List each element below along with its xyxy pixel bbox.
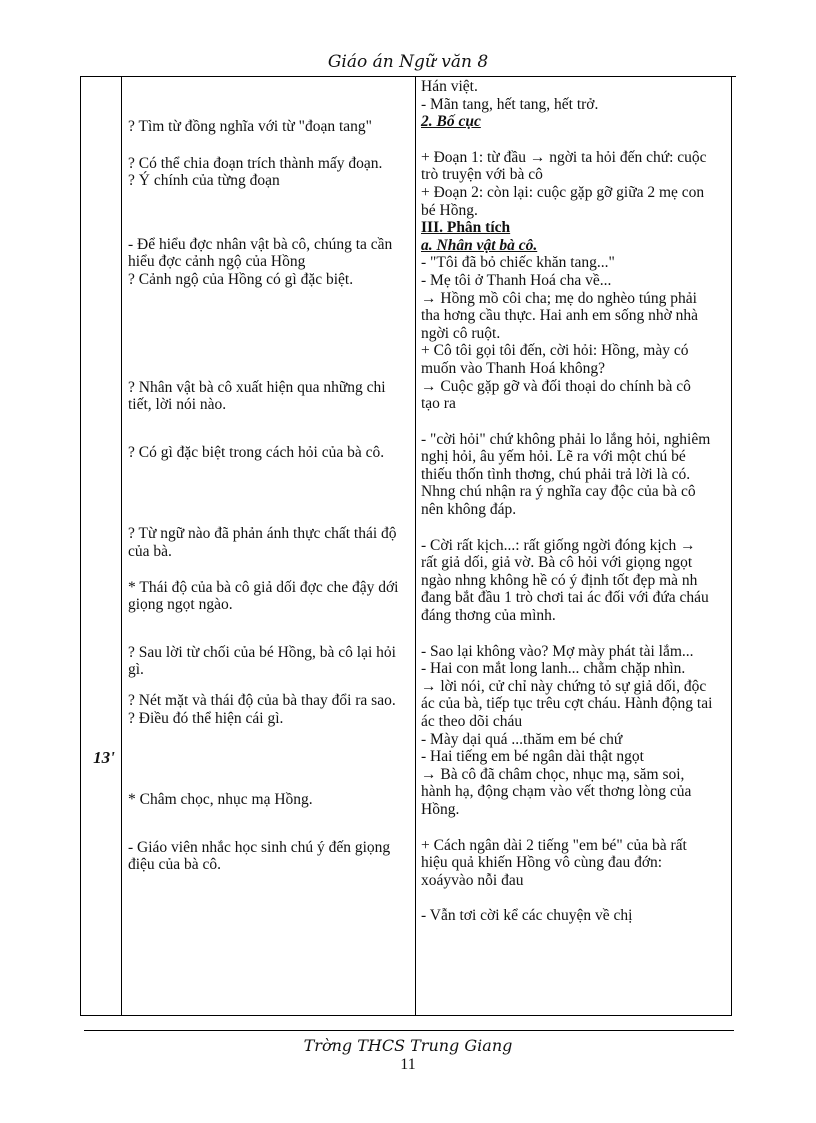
content-paragraph: a. Nhân vật bà cô. (421, 236, 538, 254)
question-paragraph: * Châm chọc, nhục mạ Hồng. (128, 791, 313, 809)
page-number: 11 (400, 1056, 416, 1073)
question-paragraph: ? Nhân vật bà cô xuất hiện qua những chi tiết, lời nói nào. (128, 378, 386, 414)
content-paragraph: - Sao lại không vào? Mợ mày phát tài lắm... (421, 642, 694, 660)
content-paragraph: → lời nói, cử chỉ này chứng tỏ sự giả dối, độc ác của bà, tiếp tục trêu cợt cháu. Hành động tai ác theo dõi cháu (421, 677, 713, 730)
content-paragraph: → Hồng mồ côi cha; mẹ do nghèo túng phải tha hơng cầu thực. Hai anh em sống nhờ nhà ngời cô ruột. (421, 289, 699, 342)
content-paragraph: 2. Bố cục (421, 113, 481, 131)
content-paragraph: - Cời rất kịch...: rất giống ngời đóng kịch → rất giả dối, giả vờ. Bà cô hỏi với giọng ngọt ngào nhng không hề có ý định tốt đẹp mà nh đang bắt đầu 1 trò chơi tai ác đối với đứa cháu đáng thơng của mình. (421, 536, 709, 625)
question-paragraph: ? Sau lời từ chối của bé Hồng, bà cô lại hỏi gì. (128, 643, 396, 679)
table-border-time (121, 76, 122, 1016)
question-paragraph: ? Từ ngữ nào đã phản ánh thực chất thái độ của bà. (128, 525, 397, 560)
question-paragraph: ? Nét mặt và thái độ của bà thay đổi ra sao. (128, 691, 396, 709)
question-paragraph: ? Điều đó thể hiện cái gì. (128, 709, 284, 727)
content-paragraph: + Cô tôi gọi tôi đến, cời hỏi: Hồng, mày có muốn vào Thanh Hoá không? (421, 342, 689, 377)
content-paragraph: + Cách ngân dài 2 tiếng "em bé" của bà rất hiệu quả khiến Hồng vô cùng đau đớn: xoáyvào nỗi đau (421, 836, 687, 889)
question-paragraph: - Giáo viên nhắc học sinh chú ý đến giọng điệu của bà cô. (128, 838, 391, 874)
teacher-question-column (128, 118, 410, 874)
content-paragraph: + Đoạn 1: từ đầu → ngời ta hỏi đến chứ: cuộc trò truyện với bà cô (421, 148, 707, 184)
content-paragraph: + Đoạn 2: còn lại: cuộc gặp gỡ giữa 2 mẹ con bé Hồng. (421, 183, 705, 219)
content-paragraph: - "cời hỏi" chứ không phải lo lắng hỏi, nghiêm nghị hỏi, âu yếm hỏi. Lẽ ra với một chú bé thiếu thốn tình thơng, chú phải trả lời là có. Nhng chú nhận ra ý nghĩa cay độc của bà cô nên không đáp. (421, 430, 711, 519)
page-header-title: Giáo án Ngữ văn 8 (327, 52, 489, 72)
content-paragraph: - Mãn tang, hết tang, hết trở. (421, 95, 599, 113)
content-paragraph: - Vẫn tơi cời kể các chuyện về chị (421, 907, 633, 925)
footer-school-name: Trờng THCS Trung Giang (303, 1036, 513, 1055)
content-paragraph: → Bà cô đã châm chọc, nhục mạ, săm soi, hành hạ, động chạm vào vết thơng lòng của Hồng. (421, 765, 692, 818)
content-paragraph: - Hai tiếng em bé ngân dài thật ngọt (421, 748, 644, 766)
content-paragraph: → Cuộc gặp gỡ và đối thoại do chính bà cô tạo ra (421, 377, 691, 413)
content-paragraph: - Mẹ tôi ở Thanh Hoá cha về... (421, 271, 612, 289)
question-paragraph: ? Có gì đặc biệt trong cách hỏi của bà cô. (128, 443, 385, 461)
question-paragraph: - Để hiểu đợc nhân vật bà cô, chúng ta cần hiểu đợc cảnh ngộ của Hồng (128, 235, 393, 271)
content-paragraph: III. Phân tích (421, 219, 511, 237)
table-border-right (731, 76, 732, 1016)
time-label: 13' (93, 748, 115, 767)
question-paragraph: ? Có thể chia đoạn trích thành mấy đoạn. (128, 154, 383, 172)
content-paragraph: - Hai con mắt long lanh... chằm chặp nhìn. (421, 660, 686, 678)
table-border-bottom (80, 1015, 732, 1016)
question-paragraph: * Thái độ của bà cô giả dối đợc che đậy dới giọng ngọt ngào. (128, 578, 399, 614)
question-paragraph: ? Ý chính của từng đoạn (128, 172, 280, 190)
content-paragraph: Hán việt. (421, 78, 478, 95)
table-border-middle (415, 76, 416, 1016)
content-paragraph: - "Tôi đã bỏ chiếc khăn tang..." (421, 254, 615, 272)
content-paragraph: - Mày dại quá ...thăm em bé chứ (421, 730, 623, 748)
table-border-left (80, 76, 81, 1016)
header-divider (80, 76, 736, 77)
question-paragraph: ? Tìm từ đồng nghĩa với từ "đoạn tang" (128, 118, 373, 135)
question-paragraph: ? Cảnh ngộ của Hồng có gì đặc biệt. (128, 270, 354, 288)
footer-divider (84, 1030, 734, 1031)
lesson-content-column (421, 78, 713, 925)
